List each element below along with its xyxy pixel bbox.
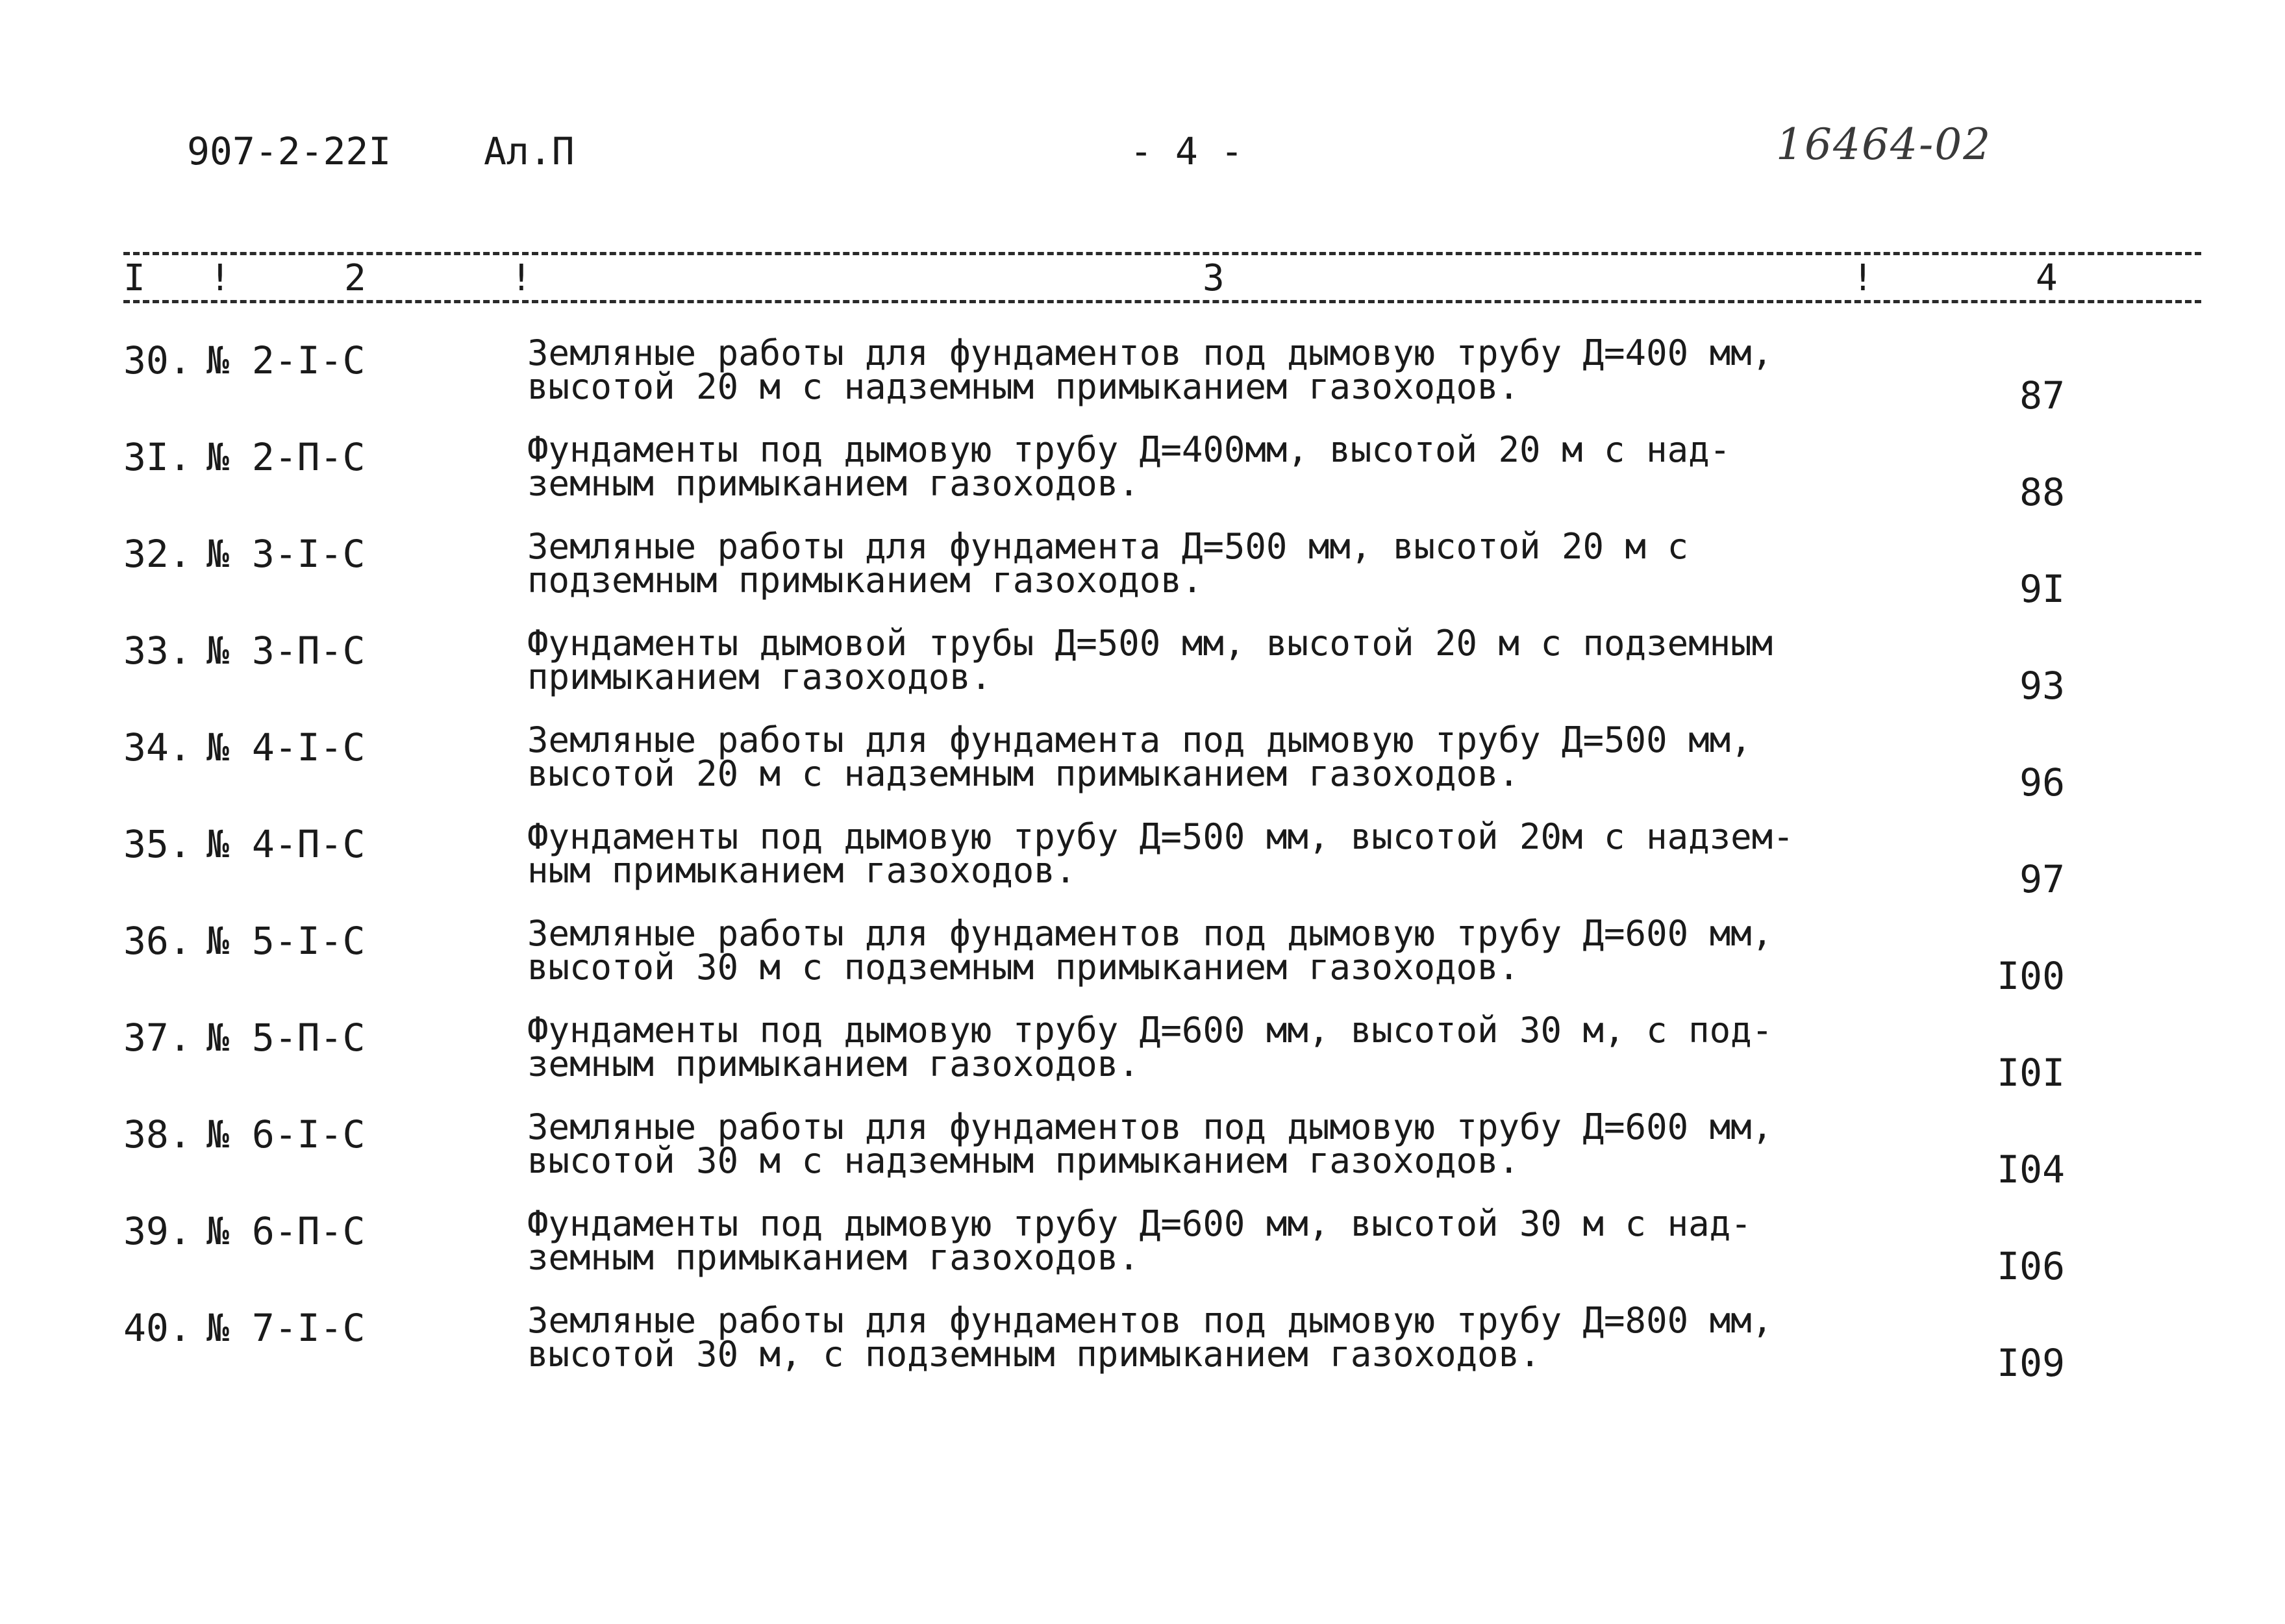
row-number: 32.	[123, 532, 192, 576]
column-separator-3: !	[1852, 257, 1874, 299]
row-page: 9I	[2019, 567, 2065, 611]
row-code: № 5-П-С	[206, 1016, 366, 1060]
row-description: Земляные работы для фундаментов под дымовую трубу Д=400 мм, высотой 20 м с надземным примыканием газоходов.	[527, 332, 1773, 407]
row-page: 93	[2019, 664, 2065, 708]
row-number: 38.	[123, 1112, 192, 1156]
table-row	[0, 816, 2285, 918]
row-number: 30.	[123, 338, 192, 382]
document-code: 907-2-22I	[187, 129, 392, 173]
column-header-1: I	[123, 257, 145, 299]
row-page: I04	[1997, 1147, 2065, 1192]
row-number: 33.	[123, 629, 192, 673]
row-description: Фундаменты под дымовую трубу Д=600 мм, высотой 30 м с над- земным примыканием газоходов.	[527, 1203, 1752, 1278]
row-description: Земляные работы для фундаментов под дымовую трубу Д=600 мм, высотой 30 м с надземным примыканием газоходов.	[527, 1106, 1773, 1181]
table-row	[0, 332, 2285, 434]
row-description: Земляные работы для фундамента Д=500 мм, высотой 20 м с подземным примыканием газоходов.	[527, 526, 1689, 601]
row-number: 36.	[123, 919, 192, 963]
table-row	[0, 1203, 2285, 1305]
row-description: Фундаменты под дымовую трубу Д=400мм, высотой 20 м с над- земным примыканием газоходов.	[527, 429, 1731, 504]
row-number: 37.	[123, 1016, 192, 1060]
row-code: № 4-I-С	[206, 725, 366, 769]
column-separator-1: !	[209, 257, 231, 299]
row-page: 88	[2019, 470, 2065, 514]
table-row	[0, 913, 2285, 1014]
row-number: 39.	[123, 1209, 192, 1253]
row-code: № 3-П-С	[206, 629, 366, 673]
table-row	[0, 429, 2285, 531]
row-page: I0I	[1997, 1051, 2065, 1095]
row-code: № 2-I-С	[206, 338, 366, 382]
table-row	[0, 1106, 2285, 1208]
handwritten-inventory-number: 16464-02	[1776, 119, 1992, 169]
row-number: 3I.	[123, 435, 192, 479]
table-header-bottom-rule	[123, 300, 2201, 303]
row-code: № 6-П-С	[206, 1209, 366, 1253]
row-description: Фундаменты под дымовую трубу Д=600 мм, высотой 30 м, с под- земным примыканием газоходов.	[527, 1010, 1773, 1084]
row-description: Земляные работы для фундаментов под дымовую трубу Д=600 мм, высотой 30 м с подземным примыканием газоходов.	[527, 913, 1773, 988]
column-separator-2: !	[510, 257, 532, 299]
row-code: № 4-П-С	[206, 822, 366, 866]
row-page: I06	[1997, 1244, 2065, 1288]
page-number: - 4 -	[1130, 129, 1243, 173]
row-page: I09	[1997, 1341, 2065, 1385]
column-header-4: 4	[2036, 257, 2058, 299]
row-page: 87	[2019, 373, 2065, 418]
row-code: № 2-П-С	[206, 435, 366, 479]
table-row	[0, 1010, 2285, 1111]
row-number: 35.	[123, 822, 192, 866]
column-header-2: 2	[344, 257, 366, 299]
row-page: 96	[2019, 760, 2065, 805]
row-code: № 3-I-С	[206, 532, 366, 576]
row-code: № 6-I-С	[206, 1112, 366, 1156]
table-row	[0, 623, 2285, 724]
row-code: № 5-I-С	[206, 919, 366, 963]
row-page: 97	[2019, 857, 2065, 901]
row-code: № 7-I-С	[206, 1306, 366, 1350]
sheet-label: Ал.П	[484, 129, 575, 173]
row-description: Фундаменты дымовой трубы Д=500 мм, высотой 20 м с подземным примыканием газоходов.	[527, 623, 1773, 697]
row-number: 34.	[123, 725, 192, 769]
row-description: Земляные работы для фундаментов под дымовую трубу Д=800 мм, высотой 30 м, с подземным примыканием газоходов.	[527, 1300, 1773, 1375]
row-number: 40.	[123, 1306, 192, 1350]
column-header-3: 3	[1203, 257, 1225, 299]
row-description: Фундаменты под дымовую трубу Д=500 мм, высотой 20м с надзем- ным примыканием газоходов.	[527, 816, 1794, 891]
row-page: I00	[1997, 954, 2065, 998]
table-row	[0, 526, 2285, 627]
table-header-top-rule	[123, 252, 2201, 255]
table-row	[0, 1300, 2285, 1401]
row-description: Земляные работы для фундамента под дымовую трубу Д=500 мм, высотой 20 м с надземным примыканием газоходов.	[527, 719, 1752, 794]
table-row	[0, 719, 2285, 821]
